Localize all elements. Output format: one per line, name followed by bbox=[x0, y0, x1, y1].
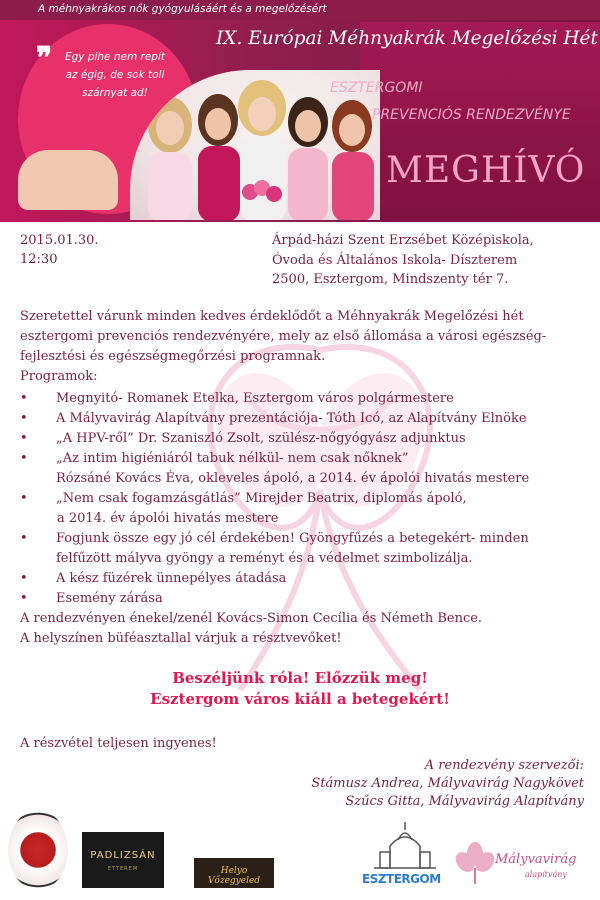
quote-mark-icon: ❞ bbox=[36, 41, 53, 76]
invitation-headline: MEGHÍVÓ bbox=[386, 150, 586, 191]
venue-line2: Óvoda és Általános Iskola- Díszterem bbox=[272, 252, 518, 268]
tagline-strip bbox=[0, 0, 600, 20]
free-participation-note: A részvétel teljesen ingyenes! bbox=[20, 736, 217, 751]
padlizsan-restaurant-logo bbox=[82, 832, 164, 888]
slogan-line2: Esztergom város kiáll a betegekért! bbox=[150, 690, 450, 708]
program-item-text: • „Nem csak fogamzásgátlás” Mirejder Beatrix, diplomás ápoló, bbox=[56, 491, 467, 506]
venue-line1: Árpád-házi Szent Erzsébet Középiskola, bbox=[272, 233, 534, 248]
subtitle-line2: PREVENCIÓS RENDEZVÉNYE bbox=[372, 107, 571, 123]
event-venue bbox=[272, 231, 534, 290]
program-item bbox=[20, 529, 595, 569]
organizer-1: Stámusz Andrea, Mályvavirág Nagykövet bbox=[311, 776, 584, 791]
closing-line2: A helyszínen büféasztallal várjuk a résztvevőket! bbox=[20, 631, 342, 646]
padlizsan-sub: ETTEREM bbox=[107, 866, 139, 872]
event-title: IX. Európai Méhnyakrák Megelőzési Hét bbox=[216, 28, 598, 49]
local-sponsor-name: Helyo Vőzegyeled bbox=[207, 866, 261, 886]
program-item bbox=[20, 409, 595, 429]
program-list bbox=[20, 389, 595, 609]
organizers bbox=[254, 757, 584, 811]
slogan bbox=[0, 668, 600, 710]
program-item bbox=[20, 429, 595, 449]
program-item bbox=[20, 489, 595, 529]
malvavirag-wordmark: Mályvavirág bbox=[495, 852, 577, 867]
program-item-text: • A kész füzérek ünnepélyes átadása bbox=[56, 571, 287, 586]
program-item-subtext: felfűzött mályva gyöngy a reményt és a védelmet szimbolizálja. bbox=[56, 551, 473, 566]
program-item bbox=[20, 389, 595, 409]
header-banner bbox=[0, 0, 600, 222]
padlizsan-name: PADLIZSÁN bbox=[90, 850, 156, 861]
malvavirag-sub: alapítvány bbox=[525, 870, 567, 879]
programs-heading: Programok: bbox=[20, 369, 98, 384]
basilica-icon bbox=[360, 818, 450, 874]
hands-with-flower bbox=[18, 150, 118, 210]
tagline: A méhnyakrákos nők gyógyulásáért és a megelőzésért bbox=[38, 3, 327, 15]
esztergom-wordmark: ESZTERGOM bbox=[362, 872, 441, 886]
slogan-line1: Beszéljünk róla! Előzzük meg! bbox=[172, 669, 428, 687]
local-sponsor-logo bbox=[194, 858, 274, 888]
venue-line3: 2500, Esztergom, Mindszenty tér 7. bbox=[272, 272, 509, 287]
program-item-subtext: Rózsáné Kovács Éva, okleveles ápoló, a 2014. év ápolói hivatás mestere bbox=[56, 471, 530, 486]
organizers-title: A rendezvény szervezői: bbox=[424, 758, 584, 773]
closing-line1: A rendezvényen énekel/zenél Kovács-Simon Cecília és Németh Bence. bbox=[20, 611, 483, 626]
event-date: 2015.01.30. bbox=[20, 233, 99, 248]
intro-paragraph: Szeretettel várunk minden kedves érdeklődőt a Méhnyakrák Megelőzési hét esztergomi prevenciós rendezvényére, mely az első állomása a városi egészség-fejlesztési és egészségmegőrzési programnak. bbox=[20, 309, 547, 364]
quote-text: Egy pihe nem repít az égig, de sok toll szárnyat ad! bbox=[64, 51, 166, 99]
program-item-text: • Megnyitó- Romanek Etelka, Esztergom város polgármestere bbox=[56, 391, 454, 406]
subtitle-line1: ESZTERGOMI bbox=[330, 80, 423, 96]
school-crest-logo bbox=[8, 810, 68, 890]
program-item-subtext: a 2014. év ápolói hivatás mestere bbox=[57, 511, 279, 526]
malva-flower-icon bbox=[455, 840, 495, 885]
program-item-text: • „A HPV-ről” Dr. Szaniszló Zsolt, szülész-nőgyógyász adjunktus bbox=[56, 431, 466, 446]
program-item-text: • Fogjunk össze egy jó cél érdekében! Gyöngyfűzés a betegekért- minden bbox=[56, 531, 529, 546]
program-item-text: • Esemény zárása bbox=[56, 591, 163, 606]
program-item-text: • A Mályvavirág Alapítvány prezentációja- Tóth Icó, az Alapítvány Elnöke bbox=[56, 411, 527, 426]
organizer-2: Szűcs Gitta, Mályvavirág Alapítvány bbox=[345, 794, 584, 809]
malvavirag-foundation-logo bbox=[455, 840, 595, 890]
program-item bbox=[20, 569, 595, 589]
program-item bbox=[20, 589, 595, 609]
event-datetime bbox=[20, 231, 99, 269]
event-time: 12:30 bbox=[20, 252, 58, 267]
esztergom-city-logo bbox=[360, 818, 450, 890]
closing-text bbox=[20, 609, 590, 649]
program-item bbox=[20, 449, 595, 489]
program-item-text: • „Az intim higiéniáról tabuk nélkül- nem csak nőknek” bbox=[56, 451, 409, 466]
